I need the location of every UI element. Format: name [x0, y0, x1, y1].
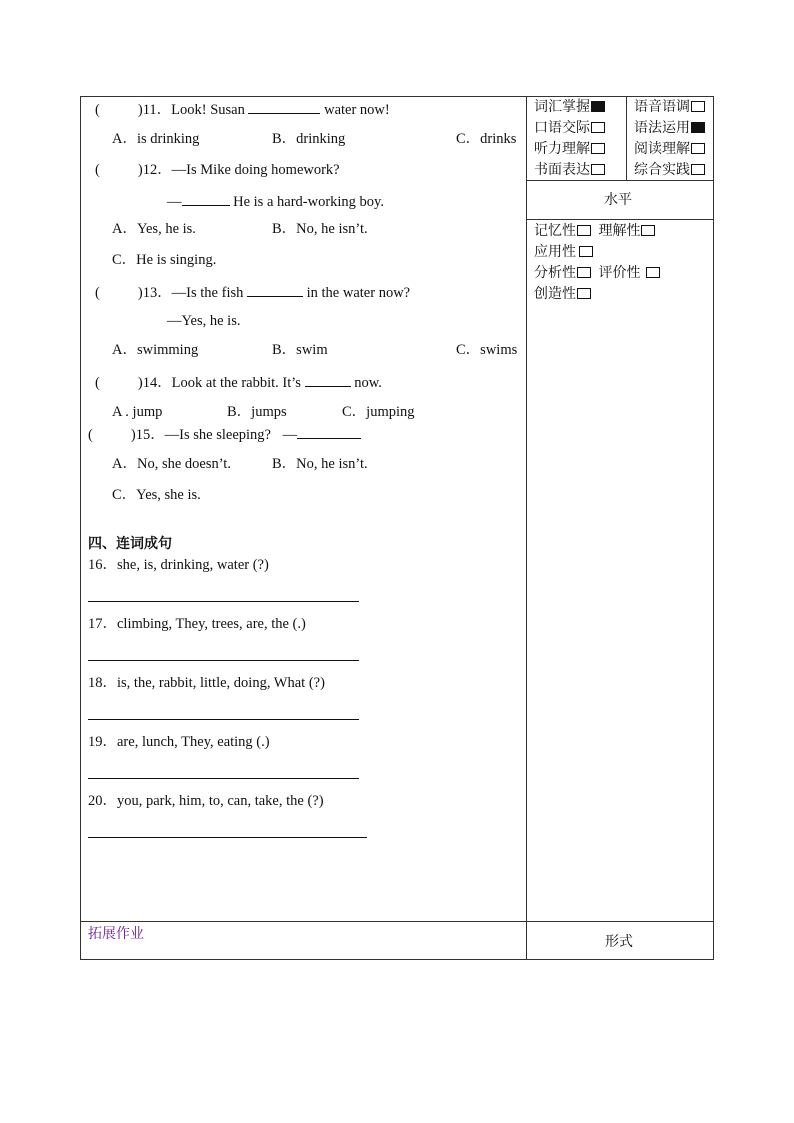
checkbox-icon[interactable]	[577, 225, 591, 236]
skill-speaking[interactable]: 口语交际	[534, 119, 605, 137]
q12-option-c[interactable]: C．He is singing.	[112, 252, 217, 268]
skill-listening[interactable]: 听力理解	[534, 140, 605, 158]
q15-option-c[interactable]: C．Yes, she is.	[112, 487, 201, 503]
q11-stem: ( )11．Look! Susan water now!	[95, 99, 390, 119]
checkbox-icon[interactable]	[691, 101, 705, 112]
form-label: 形式	[605, 934, 633, 950]
checkbox-icon[interactable]	[691, 164, 705, 175]
answer-line[interactable]	[88, 719, 359, 720]
q11-option-b[interactable]: B．drinking	[272, 131, 346, 147]
checkbox-icon[interactable]	[591, 122, 605, 133]
checkbox-checked-icon[interactable]	[591, 101, 605, 112]
skill-reading[interactable]: 阅读理解	[634, 140, 705, 158]
column-divider	[526, 96, 527, 960]
footer-line	[80, 921, 714, 922]
answer-line[interactable]	[88, 660, 359, 661]
checkbox-icon[interactable]	[579, 246, 593, 257]
q11-option-a[interactable]: A．is drinking	[112, 131, 200, 147]
q11-option-c[interactable]: C．drinks	[456, 131, 517, 147]
q12-option-b[interactable]: B．No, he isn’t.	[272, 221, 368, 237]
level-header-line	[526, 219, 714, 220]
sentence-item-16: 16．she, is, drinking, water (?)	[88, 557, 269, 573]
skills-column-divider	[626, 96, 627, 180]
section-title: 四、连词成句	[88, 536, 172, 552]
q14-option-a[interactable]: A . jump	[112, 404, 163, 420]
sentence-item-20: 20．you, park, him, to, can, take, the (?)	[88, 793, 324, 809]
skill-practice[interactable]: 综合实践	[634, 161, 705, 179]
checkbox-icon[interactable]	[577, 288, 591, 299]
level-memory[interactable]: 记忆性 理解性	[534, 222, 655, 240]
q15-option-a[interactable]: A．No, she doesn’t.	[112, 456, 231, 472]
checkbox-icon[interactable]	[591, 143, 605, 154]
checkbox-checked-icon[interactable]	[691, 122, 705, 133]
skill-pronunciation[interactable]: 语音语调	[634, 98, 705, 116]
level-creation[interactable]: 创造性	[534, 285, 591, 303]
answer-blank[interactable]	[297, 424, 361, 439]
skill-vocabulary[interactable]: 词汇掌握	[534, 98, 605, 116]
answer-blank[interactable]	[305, 372, 351, 387]
sentence-item-19: 19．are, lunch, They, eating (.)	[88, 734, 270, 750]
q14-option-b[interactable]: B．jumps	[227, 404, 287, 420]
checkbox-icon[interactable]	[641, 225, 655, 236]
answer-blank[interactable]	[182, 191, 230, 206]
skills-bottom-line	[526, 180, 714, 181]
q15-stem: ( )15．—Is she sleeping? —	[88, 424, 361, 444]
sentence-item-18: 18．is, the, rabbit, little, doing, What (?)	[88, 675, 325, 691]
q14-option-c[interactable]: C．jumping	[342, 404, 415, 420]
checkbox-icon[interactable]	[577, 267, 591, 278]
q13-stem: ( )13．—Is the fish in the water now?	[95, 282, 410, 302]
q12-stem: ( )12．—Is Mike doing homework?	[95, 162, 340, 178]
answer-line[interactable]	[88, 778, 359, 779]
level-application[interactable]: 应用性	[534, 243, 593, 261]
skill-writing[interactable]: 书面表达	[534, 161, 605, 179]
extension-homework-label: 拓展作业	[88, 926, 144, 942]
answer-blank[interactable]	[247, 282, 303, 297]
q13-option-b[interactable]: B．swim	[272, 342, 328, 358]
sentence-item-17: 17．climbing, They, trees, are, the (.)	[88, 616, 306, 632]
answer-blank[interactable]	[248, 99, 320, 114]
level-analysis[interactable]: 分析性 评价性	[534, 264, 660, 282]
answer-line[interactable]	[88, 601, 359, 602]
q12-reply: — He is a hard-working boy.	[167, 191, 384, 211]
checkbox-icon[interactable]	[591, 164, 605, 175]
checkbox-icon[interactable]	[691, 143, 705, 154]
level-header: 水平	[604, 192, 632, 208]
checkbox-icon[interactable]	[646, 267, 660, 278]
skill-grammar[interactable]: 语法运用	[634, 119, 705, 137]
q15-option-b[interactable]: B．No, he isn’t.	[272, 456, 368, 472]
q13-option-a[interactable]: A．swimming	[112, 342, 199, 358]
q12-option-a[interactable]: A．Yes, he is.	[112, 221, 196, 237]
q13-option-c[interactable]: C．swims	[456, 342, 518, 358]
q13-reply: —Yes, he is.	[167, 313, 241, 329]
q14-stem: ( )14．Look at the rabbit. It’s now.	[95, 372, 382, 392]
answer-line[interactable]	[88, 837, 367, 838]
